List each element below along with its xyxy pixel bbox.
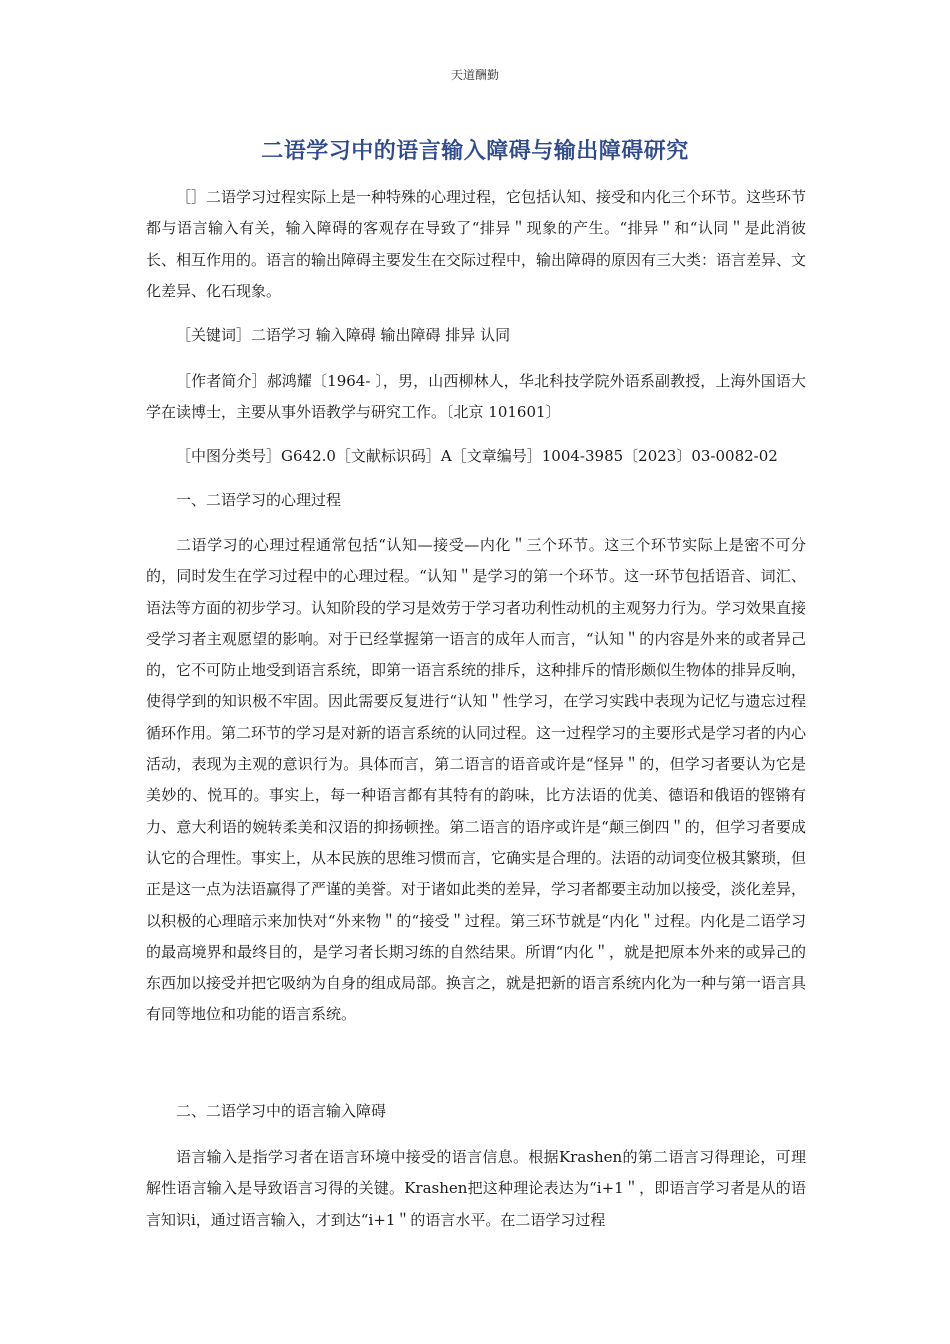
section-1-heading-block bbox=[146, 485, 806, 516]
keywords-line: ［关键词］二语学习 输入障碍 输出障碍 排异 认同 bbox=[176, 326, 511, 344]
section-2-body-block bbox=[146, 1142, 806, 1236]
abstract-paragraph: ［］二语学习过程实际上是一种特殊的心理过程，它包括认知、接受和内化三个环节。这些环节都与语言输入有关，输入障碍的客观存在导致了“排异＂现象的产生。“排异＂和“认同＂是此消彼长、相互作用的。语言的输出障碍主要发生在交际过程中，输出障碍的原因有三大类：语言差异、文化差异、化石现象。 bbox=[146, 188, 807, 300]
classification-line: ［中图分类号］G642.0［文献标识码］A［文章编号］1004-3985〔2023〕03-0082-02 bbox=[176, 447, 778, 465]
author-block bbox=[146, 366, 806, 429]
classification-block bbox=[146, 441, 806, 472]
author-info: ［作者简介］郝鸿耀〔1964- 〕，男，山西柳林人，华北科技学院外语系副教授，上海外国语大学在读博士，主要从事外语教学与研究工作。〔北京 101601〕 bbox=[146, 372, 806, 422]
page-header: 天道酬勤 bbox=[450, 68, 499, 82]
section-1-heading: 一、二语学习的心理过程 bbox=[176, 491, 342, 509]
section-2-heading: 二、二语学习中的语言输入障碍 bbox=[176, 1102, 387, 1120]
keywords-block bbox=[146, 320, 806, 351]
abstract-block bbox=[146, 182, 806, 307]
section-2-heading-block bbox=[146, 1096, 806, 1127]
document-title: 二语学习中的语言输入障碍与输出障碍研究 bbox=[261, 139, 689, 164]
section-1-paragraph: 二语学习的心理过程通常包括“认知—接受—内化＂三个环节。这三个环节实际上是密不可分的，同时发生在学习过程中的心理过程。“认知＂是学习的第一个环节。这一环节包括语音、词汇、语法等方面的初步学习。认知阶段的学习是效劳于学习者功利性动机的主观努力行为。学习效果直接受学习者主观愿望的影响。对于已经掌握第一语言的成年人而言，“认知＂的内容是外来的或者异己的，它不可防止地受到语言系统，即第一语言系统的排斥，这种排斥的情形颇似生物体的排异反响，使得学到的知识极不牢固。因此需要反复进行“认知＂性学习，在学习实践中表现为记忆与遗忘过程循环作用。第二环节的学习是对新的语言系统的认同过程。这一过程学习的主要形式是学习者的内心活动，表现为主观的意识行为。具体而言，第二语言的语音或许是“怪异＂的，但学习者要认为它是美妙的、悦耳的。事实上，每一种语言都有其特有的韵味，比方法语的优美、德语和俄语的铿锵有力、意大利语的婉转柔美和汉语的抑扬顿挫。第二语言的语序或许是“颠三倒四＂的，但学习者要成认它的合理性。事实上，从本民族的思维习惯而言，它确实是合理的。法语的动词变位极其繁琐，但正是这一点为法语赢得了严谨的美誉。对于诸如此类的差异，学习者都要主动加以接受，淡化差异，以积极的心理暗示来加快对“外来物＂的“接受＂过程。第三环节就是“内化＂过程。内化是二语学习的最高境界和最终目的，是学习者长期习练的自然结果。所谓“内化＂，就是把原本外来的或异己的东西加以接受并把它吸纳为自身的组成局部。换言之，就是把新的语言系统内化为一种与第一语言具有同等地位和功能的语言系统。 bbox=[146, 536, 807, 1024]
section-1-body-block bbox=[146, 530, 806, 1031]
section-2-paragraph: 语言输入是指学习者在语言环境中接受的语言信息。根据Krashen的第二语言习得理论，可理解性语言输入是导致语言习得的关键。Krashen把这种理论表达为“i+1＂，即语言学习者是从的语言知识i，通过语言输入，才到达“i+1＂的语言水平。在二语学习过程 bbox=[146, 1148, 806, 1229]
